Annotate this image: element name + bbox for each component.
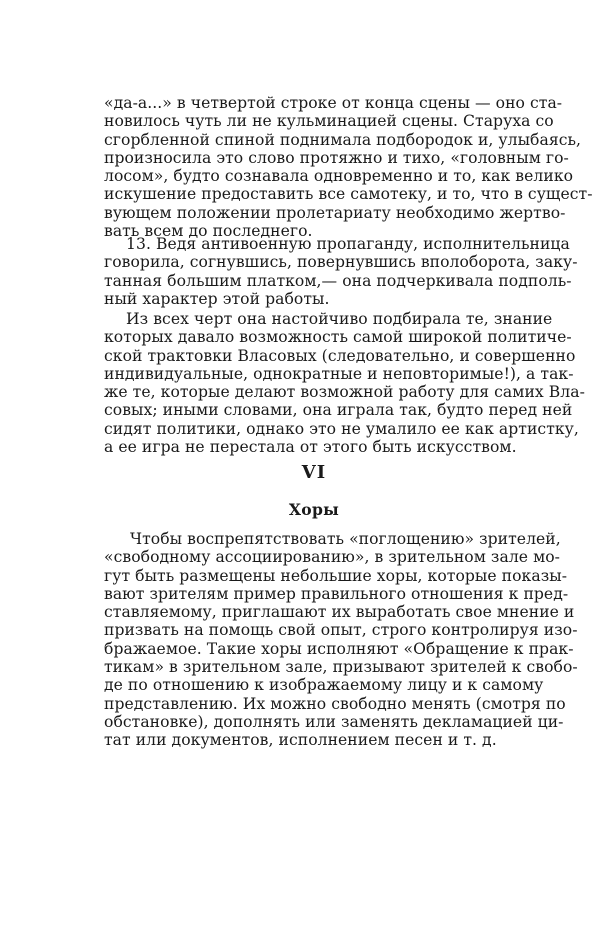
- text-line: 13. Ведя антивоенную пропаганду, исполнительница: [126, 235, 570, 253]
- text-line: Чтобы воспрепятствовать «поглощению» зрителей,: [130, 530, 561, 548]
- text-line: «да-а...» в четвертой строке от конца сцены — оно ста-: [104, 94, 563, 112]
- text-line: тат или документов, исполнением песен и т. д.: [104, 731, 497, 750]
- text-line: танная большим платком,— она подчеркивала подполь-: [104, 271, 572, 290]
- text-line: искушение предоставить все самотеку, и то, что в сущест-: [104, 185, 593, 204]
- text-line: бражаемое. Такие хоры исполняют «Обращение к прак-: [104, 639, 574, 658]
- text-line: сидят политики, однако это не умалило ее как артистку,: [104, 419, 579, 438]
- text-line: ставляемому, приглашают их выработать свое мнение и: [104, 603, 575, 622]
- text-line: же те, которые делают возможной работу для самих Вла-: [104, 383, 585, 402]
- text-line: совых; иными словами, она играла так, будто перед ней: [104, 401, 573, 420]
- text-line: а ее игра не перестала от этого быть искусством.: [104, 438, 517, 457]
- text-line: которых давало возможность самой широкой политиче-: [104, 328, 572, 347]
- section-title: Хоры: [288, 500, 340, 519]
- text-line: говорила, согнувшись, повернувшись вполоборота, заку-: [104, 253, 578, 272]
- text-line: вующем положении пролетариату необходимо жертво-: [104, 203, 566, 222]
- text-line: сгорбленной спиной поднимала подбородок и, улыбаясь,: [104, 130, 582, 149]
- text-line: ный характер этой работы.: [104, 289, 330, 308]
- text-line: обстановке), дополнять или заменять декламацией ци-: [104, 712, 564, 731]
- text-line: Из всех черт она настойчиво подбирала те, знание: [126, 310, 553, 328]
- text-line: тикам» в зрительном зале, призывают зрителей к свобо-: [104, 658, 578, 677]
- text-line: ской трактовки Власовых (следовательно, и совершенно: [104, 346, 576, 365]
- text-line: произносила это слово протяжно и тихо, «головным го-: [104, 148, 569, 167]
- text-line: де по отношению к изображаемому лицу и к самому: [104, 676, 544, 695]
- text-line: представлению. Их можно свободно менять (смотря по: [104, 694, 566, 713]
- text-line: лосом», будто сознавала одновременно и то, как велико: [104, 167, 574, 186]
- text-line: вать всем до последнего.: [104, 222, 313, 241]
- paragraph-2: [104, 235, 578, 308]
- paragraph-1: [104, 94, 593, 241]
- text-line: новилось чуть ли не кульминацией сцены. Старуха со: [104, 112, 554, 131]
- text-line: «свободному ассоциированию», в зрительном зале мо-: [104, 548, 561, 567]
- text-line: вают зрителям пример правильного отношения к пред-: [104, 584, 569, 603]
- text-line: индивидуальные, однократные и неповторимые!), а так-: [104, 364, 574, 383]
- section-number: VI: [301, 462, 327, 483]
- text-line: призвать на помощь свой опыт, строго контролируя изо-: [104, 621, 578, 640]
- paragraph-3: [104, 310, 585, 457]
- paragraph-4: [104, 530, 578, 750]
- text-line: гут быть размещены небольшие хоры, которые показы-: [104, 566, 568, 585]
